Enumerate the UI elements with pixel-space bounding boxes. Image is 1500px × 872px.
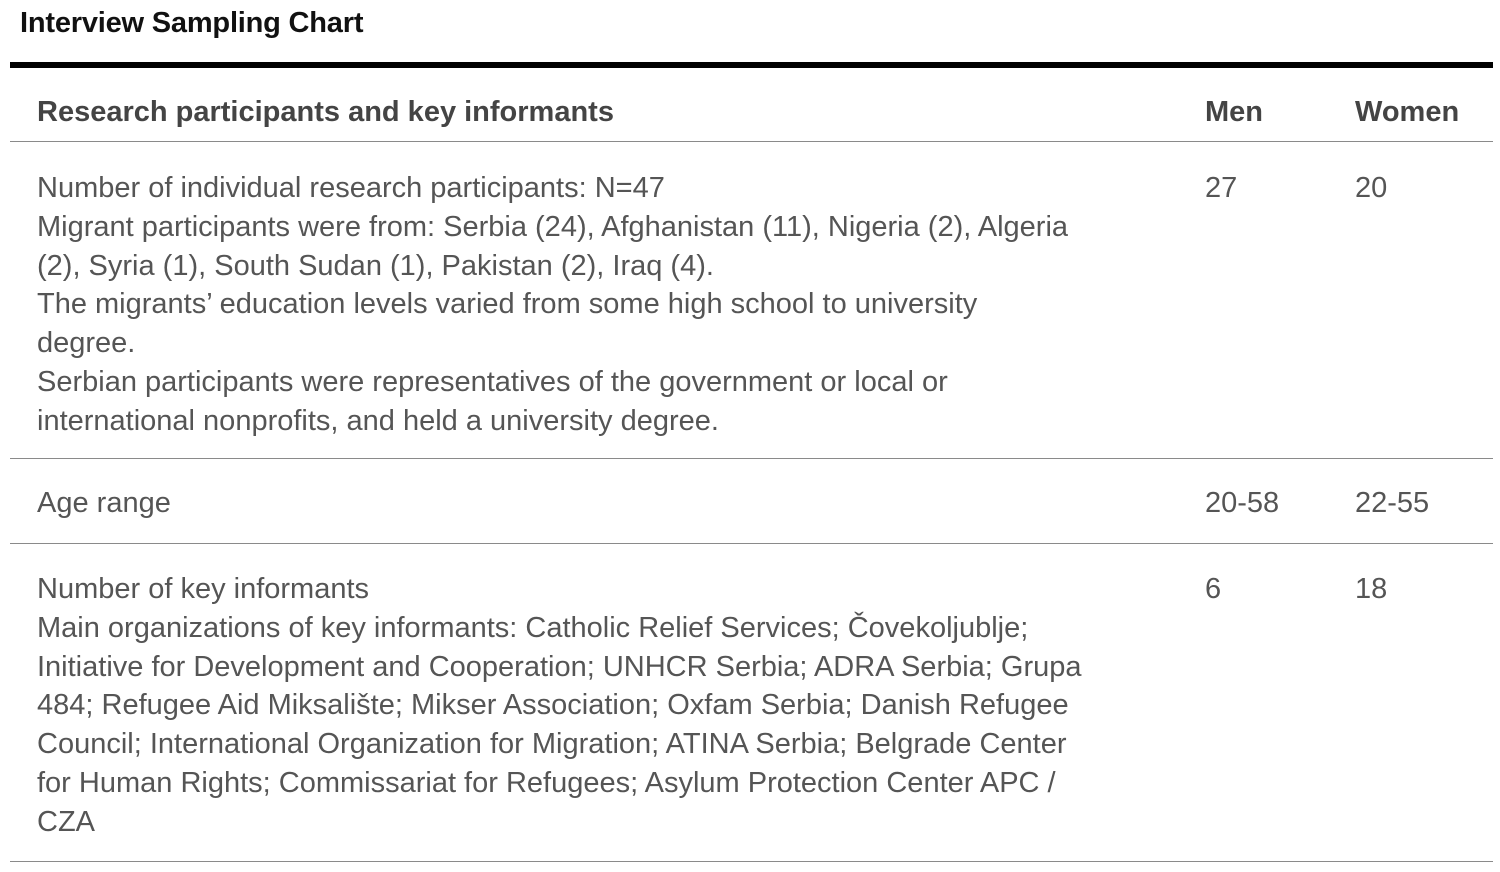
row-text-line: CZA — [37, 805, 95, 838]
row-text-line: for Human Rights; Commissariat for Refugees; Asylum Protection Center APC / — [37, 766, 1056, 799]
row-text-line: Migrant participants were from: Serbia (24), Afghanistan (11), Nigeria (2), Algeria — [37, 210, 1069, 243]
row-description — [37, 570, 1177, 842]
sampling-table — [10, 68, 1493, 862]
row-text-line: 484; Refugee Aid Miksalište; Mikser Association; Oxfam Serbia; Danish Refugee — [37, 689, 1069, 722]
women-value: 18 — [1355, 573, 1388, 605]
header-category: Research participants and key informants — [37, 96, 614, 128]
page-title: Interview Sampling Chart — [20, 7, 364, 39]
row-text-line: Council; International Organization for Migration; ATINA Serbia; Belgrade Center — [37, 728, 1067, 761]
row-text-line: Initiative for Development and Cooperation; UNHCR Serbia; ADRA Serbia; Grupa — [37, 650, 1082, 683]
row-description — [37, 169, 1177, 441]
women-value: 22-55 — [1355, 487, 1430, 519]
table-row — [10, 459, 1493, 544]
row-text-line: Age range — [37, 487, 171, 519]
row-text-line: degree. — [37, 327, 136, 360]
men-value: 20-58 — [1205, 487, 1280, 519]
table-header-row — [10, 68, 1493, 142]
men-value: 27 — [1205, 172, 1238, 204]
table-row — [10, 142, 1493, 459]
row-text-line: The migrants’ education levels varied from some high school to university — [37, 288, 978, 321]
row-text-line: international nonprofits, and held a university degree. — [37, 404, 719, 437]
row-text-line: Serbian participants were representatives of the government or local or — [37, 365, 948, 398]
header-women: Women — [1355, 96, 1460, 128]
women-value: 20 — [1355, 172, 1388, 204]
row-text-line: Main organizations of key informants: Catholic Relief Services; Čovekoljublje; — [37, 611, 1029, 644]
row-text-line: Number of key informants — [37, 573, 370, 605]
row-text-line: Number of individual research participants: N=47 — [37, 172, 665, 204]
men-value: 6 — [1205, 573, 1222, 605]
row-text-line: (2), Syria (1), South Sudan (1), Pakistan (2), Iraq (4). — [37, 249, 714, 282]
row-description — [37, 484, 1177, 523]
header-men: Men — [1205, 96, 1263, 128]
table-row — [10, 544, 1493, 862]
